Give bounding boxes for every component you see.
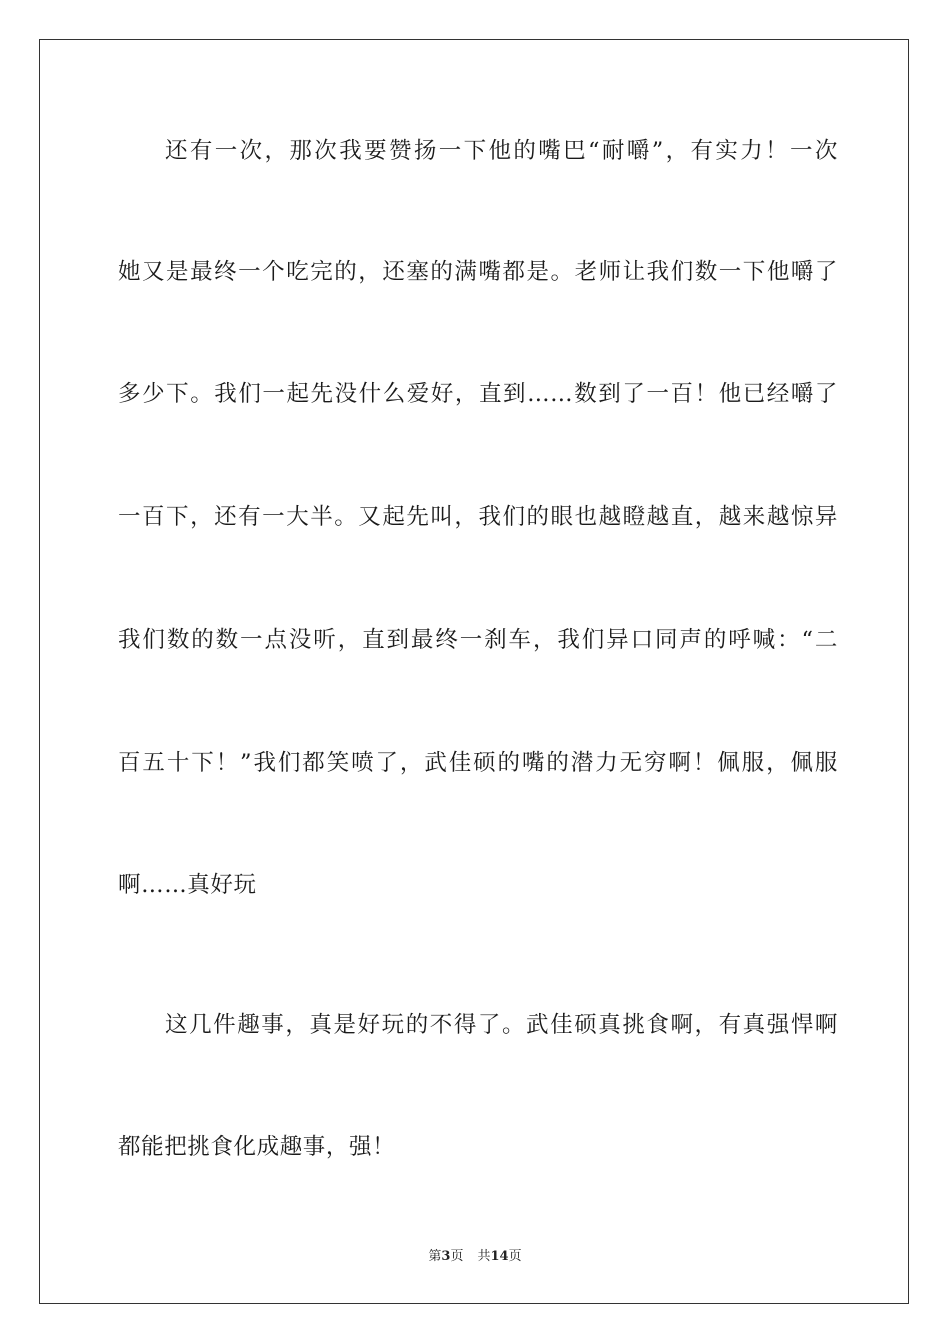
page-suffix: 页 [450,1249,464,1264]
page-prefix: 第 [428,1249,442,1264]
page-footer [0,1248,950,1266]
paragraph-1-line-1: 还有一次，那次我要赞扬一下他的嘴巴“耐嚼”，有实力！一次 [165,138,838,164]
page-total: 14 [490,1249,509,1264]
paragraph-1-line-2: 她又是最终一个吃完的，还塞的满嘴都是。老师让我们数一下他嚼了 [118,259,838,285]
paragraph-2-line-2: 都能把挑食化成趣事，强！ [118,1134,396,1160]
paragraph-1-line-5: 我们数的数一点没听，直到最终一刹车，我们异口同声的呼喊：“二 [118,627,838,653]
paragraph-2-line-1: 这几件趣事，真是好玩的不得了。武佳硕真挑食啊，有真强悍啊 [165,1012,838,1038]
page-current: 3 [441,1249,451,1264]
page-border [39,39,909,1304]
paragraph-1-line-3: 多少下。我们一起先没什么爱好，直到……数到了一百！他已经嚼了 [118,381,838,407]
total-suffix: 页 [508,1249,522,1264]
paragraph-1-line-6: 百五十下！”我们都笑喷了，武佳硕的嘴的潜力无穷啊！佩服，佩服 [118,750,838,776]
paragraph-1-line-7: 啊……真好玩 [118,872,257,898]
total-prefix: 共 [477,1249,491,1264]
paragraph-1-line-4: 一百下，还有一大半。又起先叫，我们的眼也越瞪越直，越来越惊异 [118,504,838,530]
